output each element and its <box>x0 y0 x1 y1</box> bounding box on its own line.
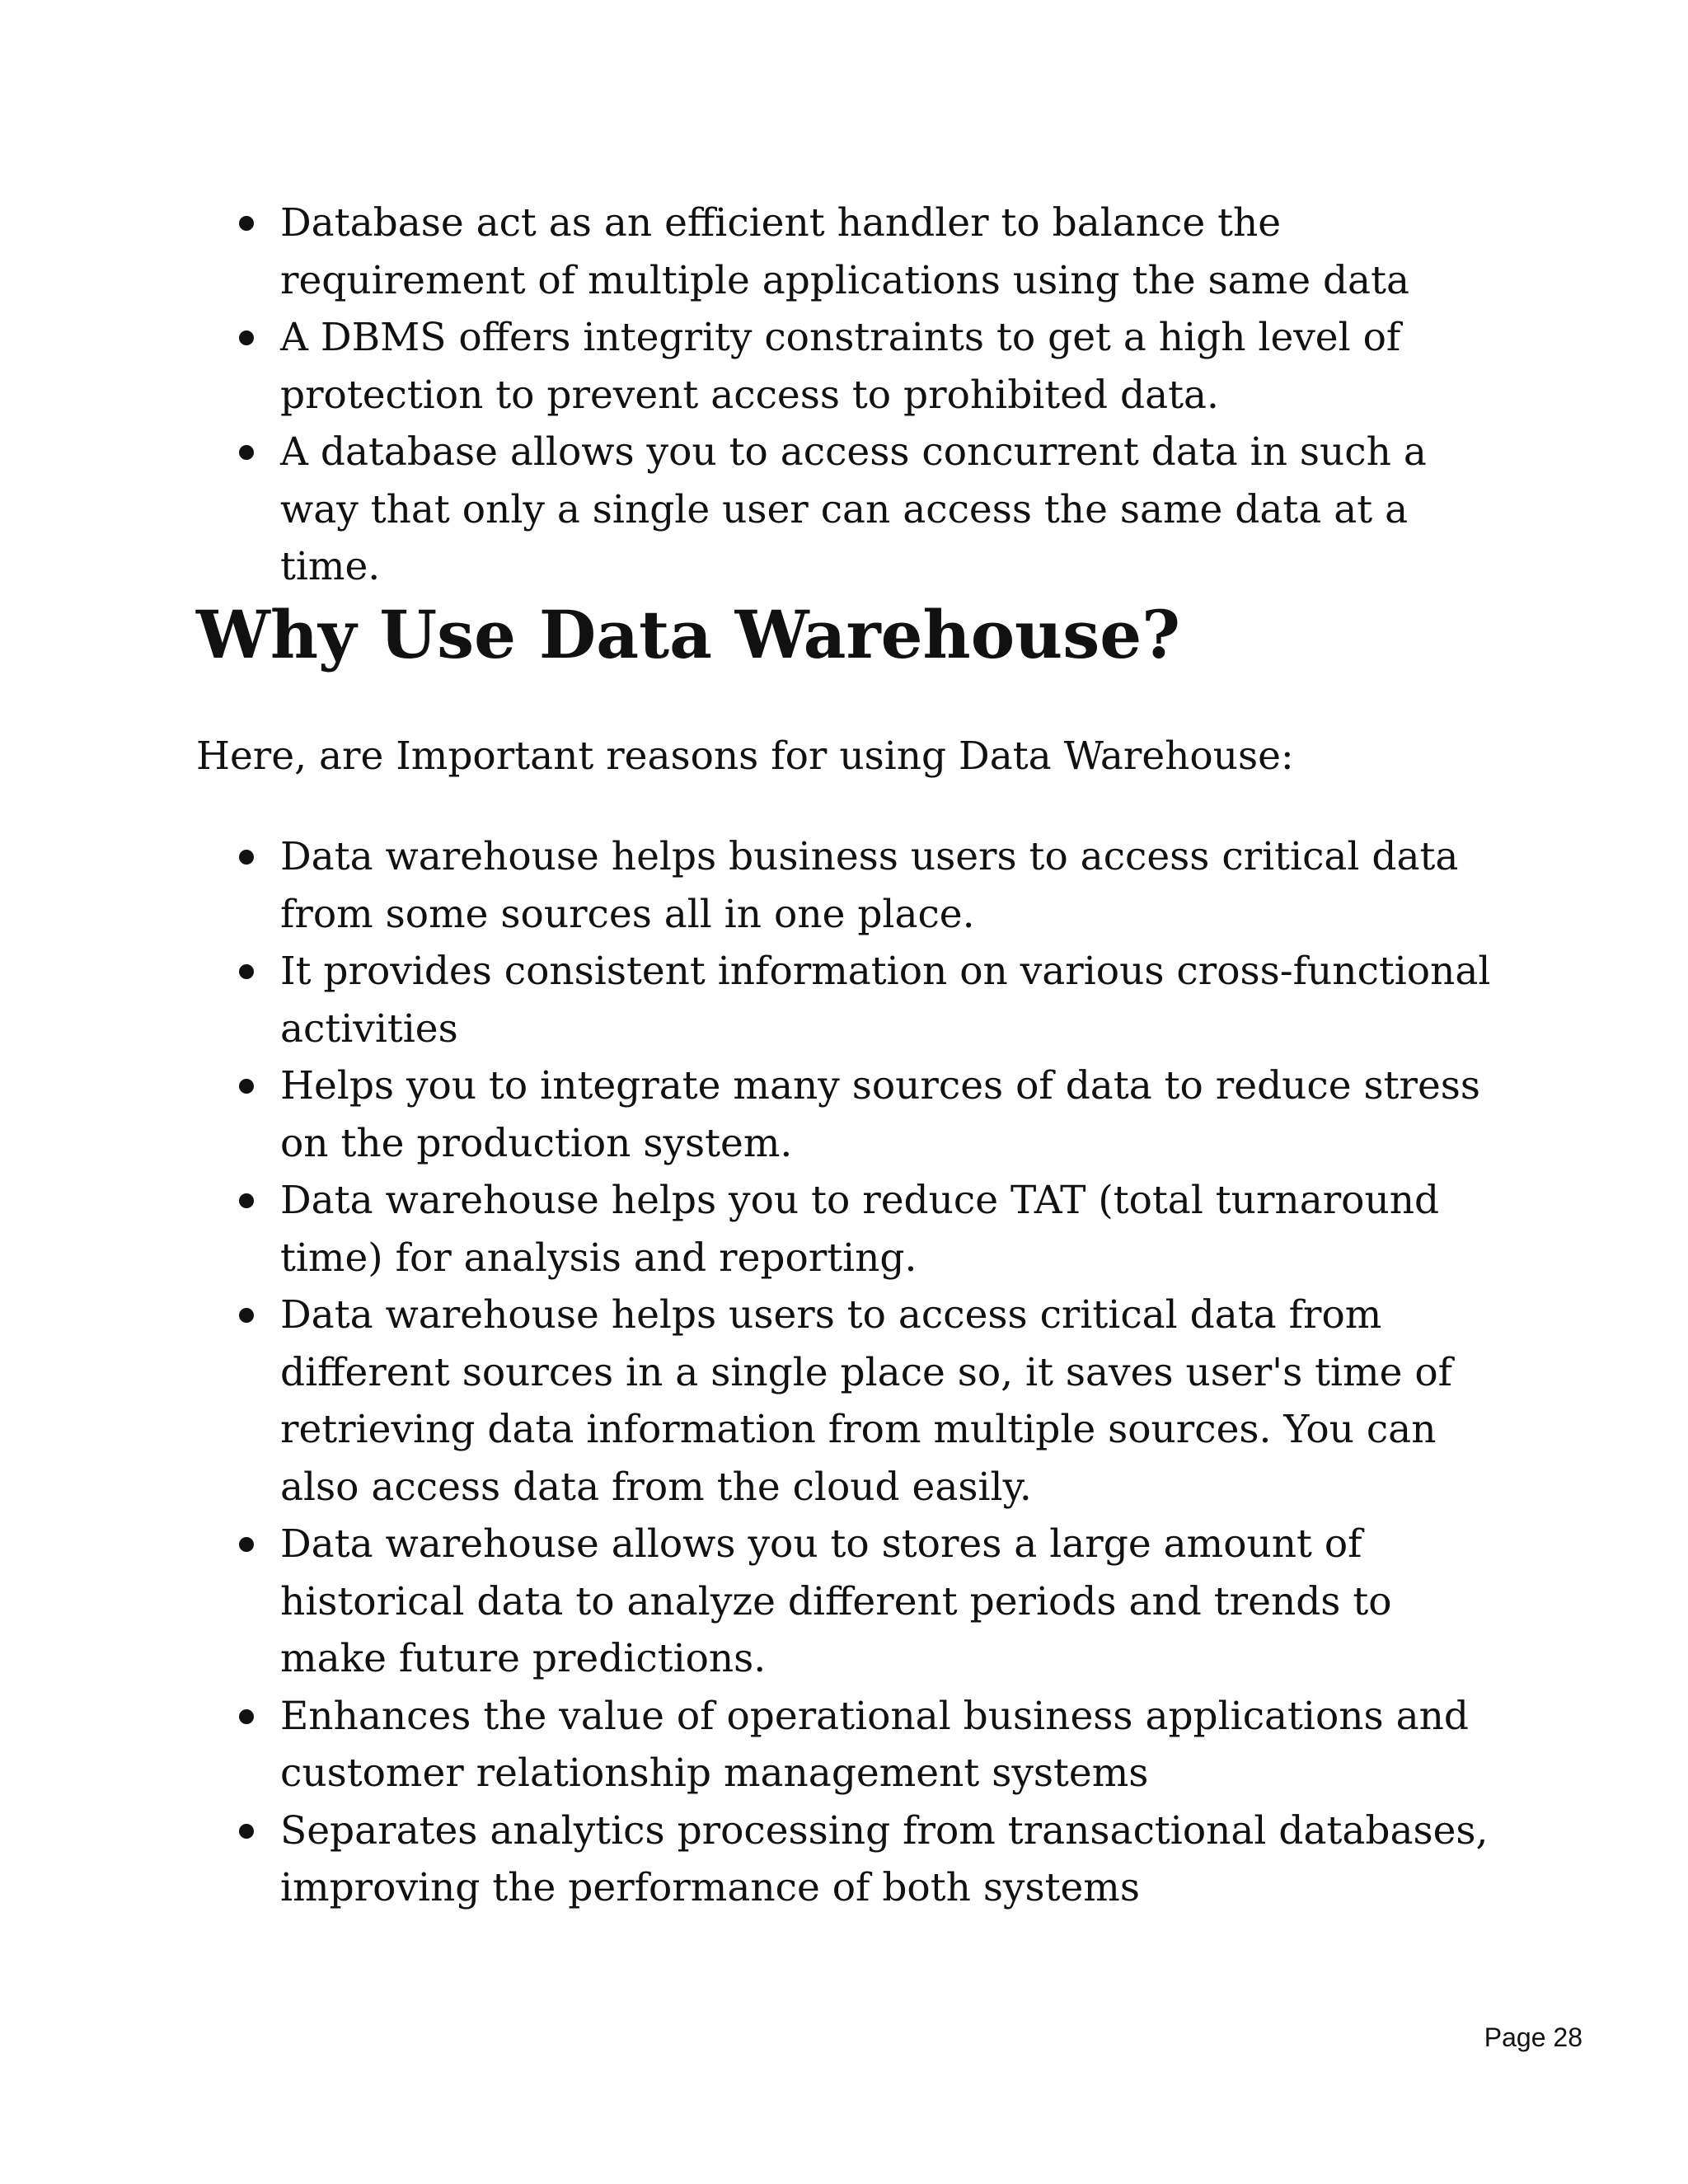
section-heading: Why Use Data Warehouse? <box>196 596 1181 673</box>
list-item <box>280 194 1492 309</box>
list-item-text: Separates analytics processing from transactional databases, improving the performance of both systems <box>280 1807 1489 1910</box>
bullet-list-database <box>280 194 1492 596</box>
list-item <box>280 1516 1492 1688</box>
page-number: Page 28 <box>1484 2022 1582 2052</box>
bullet-icon <box>239 1193 254 1208</box>
intro-paragraph: Here, are Important reasons for using Data Warehouse: <box>196 733 1294 779</box>
list-item-text: Data warehouse helps users to access critical data from different sources in a single place so, it saves user's time of retrieving data information from multiple sources. You can also access data from the cloud easily. <box>280 1292 1453 1510</box>
bullet-icon <box>239 445 254 460</box>
bullet-icon <box>239 850 254 865</box>
list-item <box>280 1172 1492 1286</box>
bullet-icon <box>239 330 254 345</box>
list-item <box>280 1057 1492 1172</box>
list-item-text: Data warehouse allows you to stores a large amount of historical data to analyze different periods and trends to make future predictions. <box>280 1521 1392 1681</box>
bullet-icon <box>239 964 254 979</box>
list-item <box>280 1286 1492 1516</box>
list-item <box>280 424 1492 596</box>
bullet-icon <box>239 1709 254 1724</box>
list-item-text: A DBMS offers integrity constraints to get a high level of protection to prevent access to prohibited data. <box>280 315 1401 418</box>
list-item <box>280 1688 1492 1802</box>
list-item-text: Helps you to integrate many sources of data to reduce stress on the production system. <box>280 1063 1481 1166</box>
list-item-text: A database allows you to access concurrent data in such a way that only a single user can access the same data at a time. <box>280 429 1427 589</box>
bullet-icon <box>239 1824 254 1839</box>
bullet-icon <box>239 1308 254 1323</box>
list-item-text: Data warehouse helps you to reduce TAT (total turnaround time) for analysis and reporting. <box>280 1178 1440 1281</box>
bullet-list-reasons <box>280 828 1492 1917</box>
list-item <box>280 943 1492 1057</box>
list-item <box>280 828 1492 943</box>
bullet-icon <box>239 216 254 231</box>
list-item-text: Database act as an efficient handler to balance the requirement of multiple applications using the same data <box>280 200 1409 303</box>
list-item <box>280 1802 1492 1917</box>
bullet-icon <box>239 1079 254 1094</box>
list-item-text: Data warehouse helps business users to access critical data from some sources all in one place. <box>280 834 1459 937</box>
list-item-text: It provides consistent information on various cross-functional activities <box>280 949 1491 1052</box>
list-item <box>280 309 1492 424</box>
list-item-text: Enhances the value of operational business applications and customer relationship management systems <box>280 1693 1469 1796</box>
bullet-icon <box>239 1537 254 1552</box>
